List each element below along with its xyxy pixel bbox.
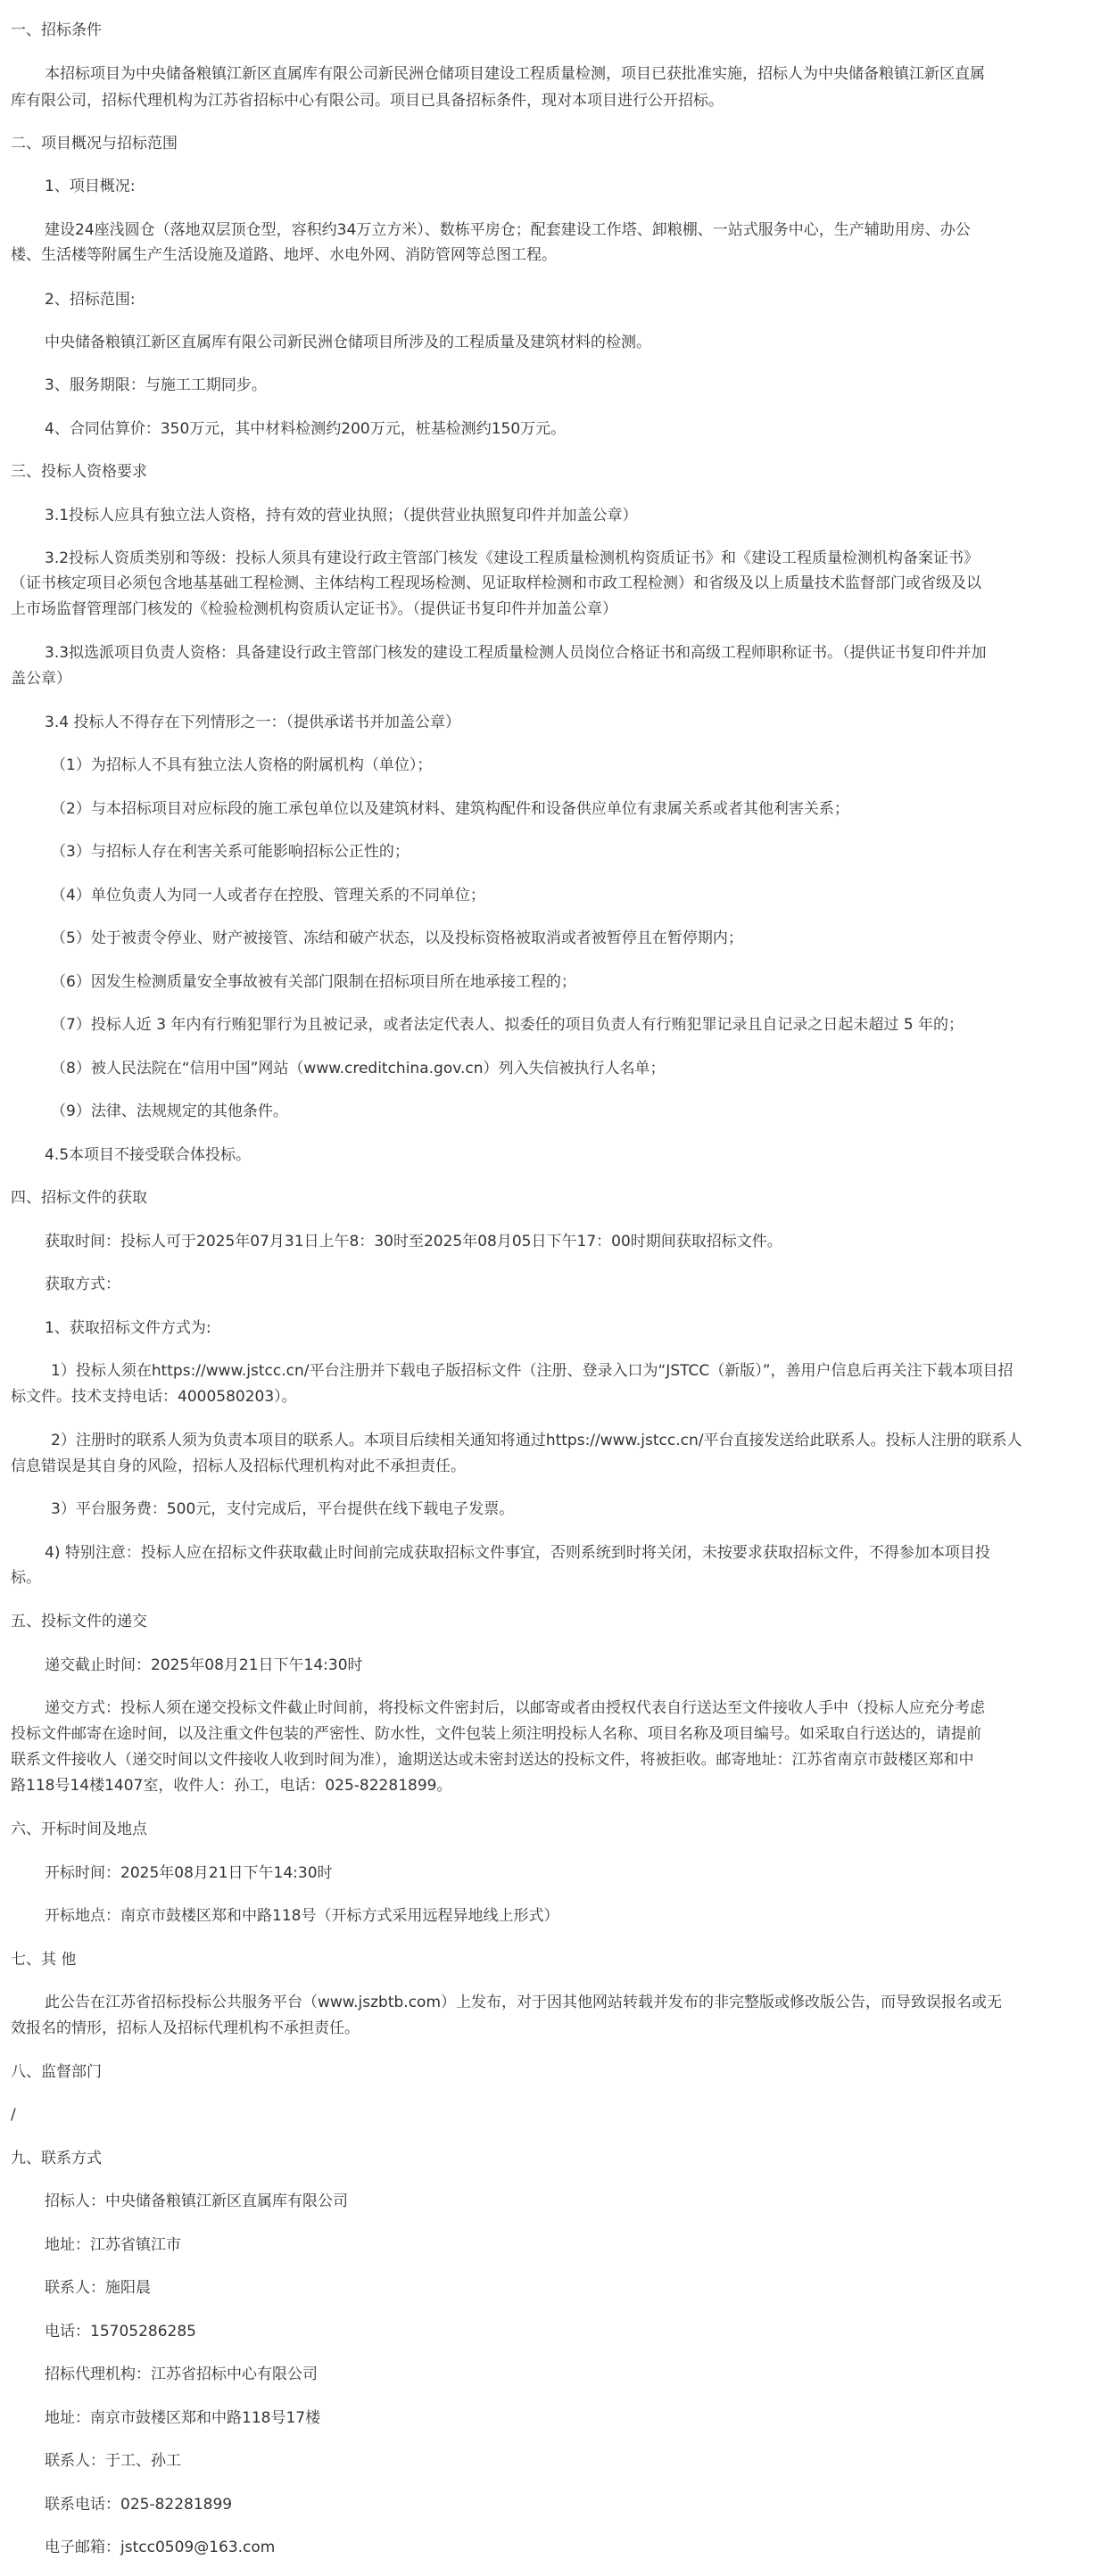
list-item: （5）处于被责令停业、财产被接管、冻结和破产状态，以及投标资格被取消或者被暂停且在暂停期内； bbox=[51, 929, 743, 947]
list-item: （3）与招标人存在利害关系可能影响招标公正性的； bbox=[51, 843, 410, 861]
paragraph-line: 中央储备粮镇江新区直属库有限公司新民洲仓储项目所涉及的工程质量及建筑材料的检测。 bbox=[45, 334, 651, 351]
paragraph-line: 获取时间：投标人可于2025年07月31日上午8：30时至2025年08月05日下午17：00时期间获取招标文件。 bbox=[45, 1233, 782, 1251]
sub-item: 3、服务期限：与施工工期同步。 bbox=[45, 376, 267, 394]
paragraph-line: 3.4 投标人不得存在下列情形之一：（提供承诺书并加盖公章） bbox=[45, 714, 460, 731]
paragraph-line: 开标地点：南京市鼓楼区郑和中路118号（开标方式采用远程异地线上形式） bbox=[45, 1907, 559, 1925]
section-heading: 四、招标文件的获取 bbox=[11, 1189, 147, 1207]
paragraph-line: 此公告在江苏省招标投标公共服务平台（www.jszbtb.com）上发布，对于因其他网站转载并发布的非完整版或修改版公告，而导致误报名或无 bbox=[45, 1994, 1003, 2011]
paragraph-line: 标文件。技术支持电话：4000580203）。 bbox=[11, 1388, 297, 1406]
list-item: （6）因发生检测质量安全事故被有关部门限制在招标项目所在地承接工程的； bbox=[51, 973, 576, 991]
contact-line: 地址：江苏省镇江市 bbox=[45, 2236, 181, 2254]
list-item: （9）法律、法规规定的其他条件。 bbox=[51, 1102, 288, 1120]
paragraph-line: 4.5本项目不接受联合体投标。 bbox=[45, 1146, 252, 1164]
paragraph-line: 3）平台服务费：500元，支付完成后，平台提供在线下载电子发票。 bbox=[51, 1500, 515, 1518]
paragraph-line: 盖公章） bbox=[11, 670, 71, 688]
paragraph-line: 上市场监督管理部门核发的《检验检测机构资质认定证书》。（提供证书复印件并加盖公章） bbox=[11, 600, 617, 618]
contact-line: 招标人：中央储备粮镇江新区直属库有限公司 bbox=[45, 2192, 348, 2210]
paragraph-line: 3.3拟选派项目负责人资格：具备建设行政主管部门核发的建设工程质量检测人员岗位合格证书和高级工程师职称证书。（提供证书复印件并加 bbox=[45, 644, 987, 662]
paragraph-line: 楼、生活楼等附属生产生活设施及道路、地坪、水电外网、消防管网等总图工程。 bbox=[11, 246, 557, 264]
contact-line: 招标代理机构：江苏省招标中心有限公司 bbox=[45, 2365, 318, 2383]
list-item: （1）为招标人不具有独立法人资格的附属机构（单位）； bbox=[51, 756, 433, 774]
paragraph-line: 递交截止时间：2025年08月21日下午14:30时 bbox=[45, 1656, 363, 1674]
paragraph-line: / bbox=[11, 2106, 16, 2124]
paragraph-line: 库有限公司，招标代理机构为江苏省招标中心有限公司。项目已具备招标条件，现对本项目进行公开招标。 bbox=[11, 92, 724, 110]
sub-item: 1、项目概况: bbox=[45, 178, 136, 195]
paragraph-line: 投标文件邮寄在途时间，以及注重文件包装的严密性、防水性，文件包装上须注明投标人名称、项目名称及项目编号。如采取自行送达的，请提前 bbox=[11, 1725, 981, 1743]
paragraph-line: 4) 特别注意：投标人应在招标文件获取截止时间前完成获取招标文件事宜，否则系统到时将关闭，未按要求获取招标文件，不得参加本项目投 bbox=[45, 1544, 990, 1562]
paragraph-line: 本招标项目为中央储备粮镇江新区直属库有限公司新民洲仓储项目建设工程质量检测，项目已获批准实施，招标人为中央储备粮镇江新区直属 bbox=[45, 65, 985, 83]
sub-item: 4、合同估算价：350万元，其中材料检测约200万元，桩基检测约150万元。 bbox=[45, 420, 567, 438]
list-item: （8）被人民法院在“信用中国”网站（www.creditchina.gov.cn）列入失信被执行人名单； bbox=[51, 1060, 666, 1077]
contact-line: 联系电话：025-82281899 bbox=[45, 2496, 233, 2514]
section-heading: 八、监督部门 bbox=[11, 2063, 102, 2081]
section-heading: 六、开标时间及地点 bbox=[11, 1821, 147, 1838]
paragraph-line: 信息错误是其自身的风险，招标人及招标代理机构对此不承担责任。 bbox=[11, 1457, 466, 1475]
paragraph-line: 联系文件接收人（递交时间以文件接收人收到时间为准），逾期送达或未密封送达的投标文件，将被拒收。邮寄地址：江苏省南京市鼓楼区郑和中 bbox=[11, 1751, 974, 1769]
paragraph-line: 获取方式： bbox=[45, 1276, 120, 1293]
list-item: （2）与本招标项目对应标段的施工承包单位以及建筑材料、建筑构配件和设备供应单位有隶属关系或者其他利害关系； bbox=[51, 800, 849, 818]
sub-item: 1、获取招标文件方式为: bbox=[45, 1319, 211, 1337]
paragraph-line: 路118号14楼1407室，收件人：孙工，电话：025-82281899。 bbox=[11, 1777, 452, 1795]
section-heading: 七、其 他 bbox=[11, 1951, 77, 1969]
paragraph-line: （证书核定项目必须包含地基基础工程检测、主体结构工程现场检测、见证取样检测和市政工程检测）和省级及以上质量技术监督部门或省级及以 bbox=[11, 574, 981, 592]
contact-line: 地址：南京市鼓楼区郑和中路118号17楼 bbox=[45, 2409, 321, 2427]
paragraph-line: 1）投标人须在https://www.jstcc.cn/平台注册并下载电子版招标文件（注册、登录入口为“JSTCC（新版）”，善用户信息后再关注下载本项目招 bbox=[51, 1362, 1014, 1380]
list-item: （4）单位负责人为同一人或者存在控股、管理关系的不同单位； bbox=[51, 887, 485, 904]
section-heading: 二、项目概况与招标范围 bbox=[11, 135, 178, 153]
sub-item: 2、招标范围: bbox=[45, 291, 136, 309]
contact-email: 电子邮箱：jstcc0509@163.com bbox=[45, 2539, 276, 2556]
contact-line: 联系人：于工、孙工 bbox=[45, 2452, 181, 2470]
section-heading: 九、联系方式 bbox=[11, 2150, 102, 2167]
contact-line: 电话：15705286285 bbox=[45, 2323, 196, 2341]
section-heading: 一、招标条件 bbox=[11, 21, 102, 39]
section-heading: 五、投标文件的递交 bbox=[11, 1613, 147, 1631]
paragraph-line: 递交方式：投标人须在递交投标文件截止时间前，将投标文件密封后，以邮寄或者由授权代表自行送达至文件接收人手中（投标人应充分考虑 bbox=[45, 1699, 985, 1717]
paragraph-line: 建设24座浅圆仓（落地双层顶仓型，容积约34万立方米）、数栋平房仓；配套建设工作塔、卸粮棚、一站式服务中心，生产辅助用房、办公 bbox=[45, 221, 971, 239]
paragraph-line: 开标时间：2025年08月21日下午14:30时 bbox=[45, 1864, 333, 1882]
paragraph-line: 3.2投标人资质类别和等级：投标人须具有建设行政主管部门核发《建设工程质量检测机构资质证书》和《建设工程质量检测机构备案证书》 bbox=[45, 549, 980, 567]
contact-line: 联系人：施阳晨 bbox=[45, 2279, 151, 2297]
list-item: （7）投标人近 3 年内有行贿犯罪行为且被记录，或者法定代表人、拟委任的项目负责人有行贿犯罪记录且自记录之日起未超过 5 年的； bbox=[51, 1016, 964, 1034]
section-heading: 三、投标人资格要求 bbox=[11, 463, 147, 481]
paragraph-line: 效报名的情形，招标人及招标代理机构不承担责任。 bbox=[11, 2019, 360, 2037]
paragraph-line: 2）注册时的联系人须为负责本项目的联系人。本项目后续相关通知将通过https://www.jstcc.cn/平台直接发送给此联系人。投标人注册的联系人 bbox=[51, 1432, 1022, 1449]
paragraph-line: 标。 bbox=[11, 1569, 41, 1587]
paragraph-line: 3.1投标人应具有独立法人资格，持有效的营业执照；（提供营业执照复印件并加盖公章） bbox=[45, 507, 638, 524]
